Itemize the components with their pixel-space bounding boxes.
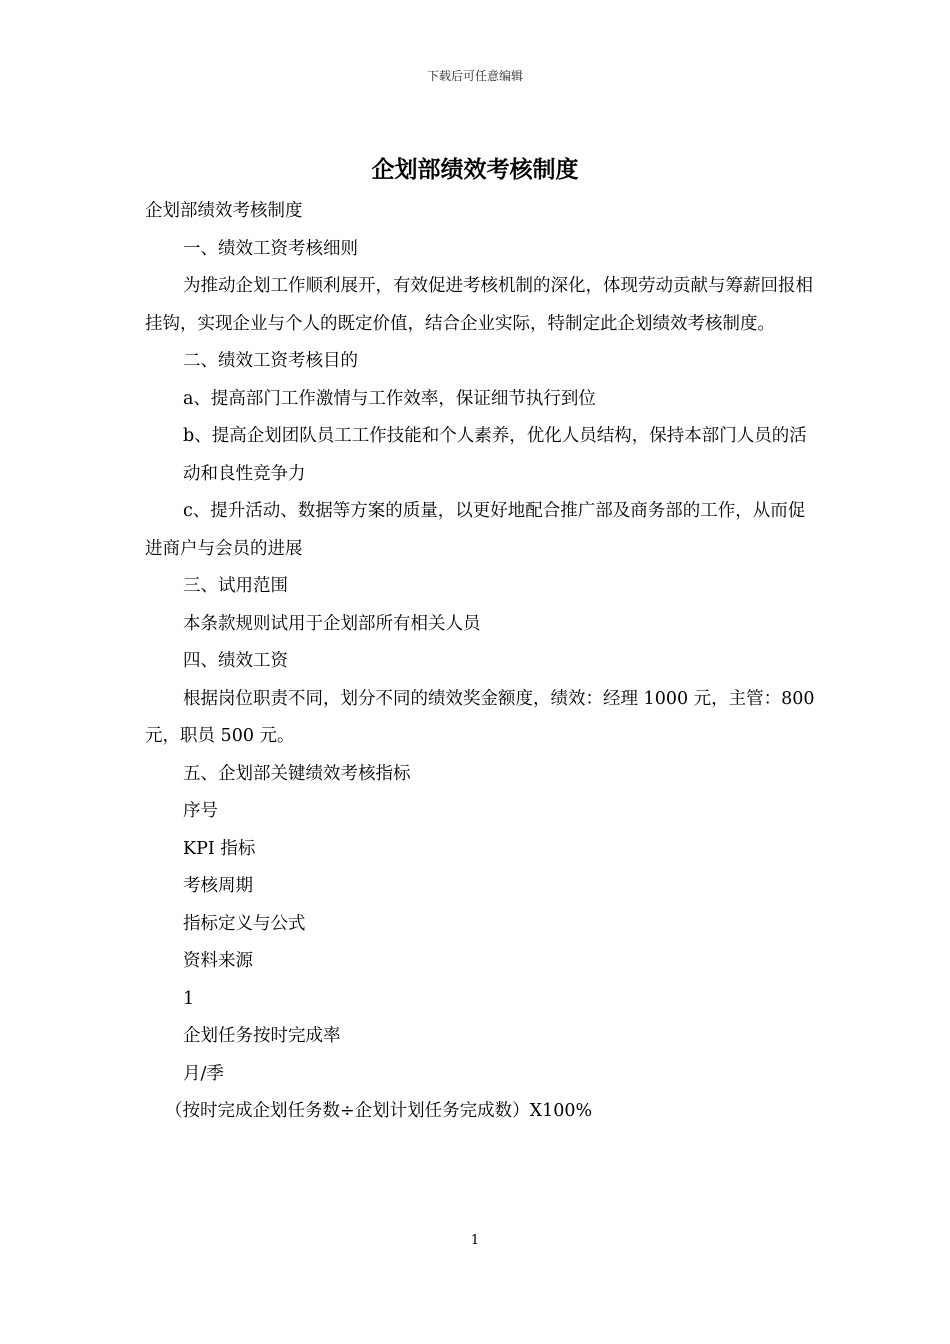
page-number: 1 — [470, 1233, 480, 1248]
paragraph: 企划部绩效考核制度 — [145, 201, 303, 221]
header-note: 下载后可任意编辑 — [426, 69, 523, 83]
paragraph: b、提高企划团队员工工作技能和个人素养，优化人员结构，保持本部门人员的活 — [183, 426, 807, 446]
document-title: 企划部绩效考核制度 — [371, 156, 579, 183]
paragraph: 指标定义与公式 — [183, 913, 306, 934]
paragraph: 四、绩效工资 — [183, 651, 288, 671]
paragraph: 五、企划部关键绩效考核指标 — [183, 763, 411, 784]
paragraph: c、提升活动、数据等方案的质量，以更好地配合推广部及商务部的工作，从而促进商户与会员的进展 — [145, 501, 806, 559]
paragraph: 考核周期 — [183, 876, 253, 896]
paragraph: （按时完成企划任务数÷企划计划任务完成数）X100% — [165, 1101, 593, 1121]
paragraph: 二、绩效工资考核目的 — [183, 351, 358, 371]
paragraph: 序号 — [183, 801, 218, 821]
paragraph: 企划任务按时完成率 — [183, 1026, 341, 1046]
paragraph: 1 — [183, 988, 195, 1009]
paragraph: 根据岗位职责不同，划分不同的绩效奖金额度，绩效：经理 1000 元，主管：800 元，职员 500 元。 — [145, 688, 815, 746]
paragraph: 本条款规则试用于企划部所有相关人员 — [183, 613, 481, 634]
paragraph: 月/季 — [183, 1063, 224, 1084]
paragraph: a、提高部门工作激情与工作效率，保证细节执行到位 — [183, 388, 596, 409]
paragraph: 三、试用范围 — [183, 576, 288, 596]
paragraph: 动和良性竞争力 — [183, 463, 306, 484]
paragraph: KPI 指标 — [183, 838, 256, 859]
document-body — [145, 193, 817, 1131]
paragraph: 为推动企划工作顺利展开，有效促进考核机制的深化，体现劳动贡献与筹薪回报相挂钩，实现企业与个人的既定价值，结合企业实际，特制定此企划绩效考核制度。 — [145, 276, 813, 334]
paragraph: 一、绩效工资考核细则 — [183, 238, 358, 259]
paragraph: 资料来源 — [183, 951, 253, 971]
